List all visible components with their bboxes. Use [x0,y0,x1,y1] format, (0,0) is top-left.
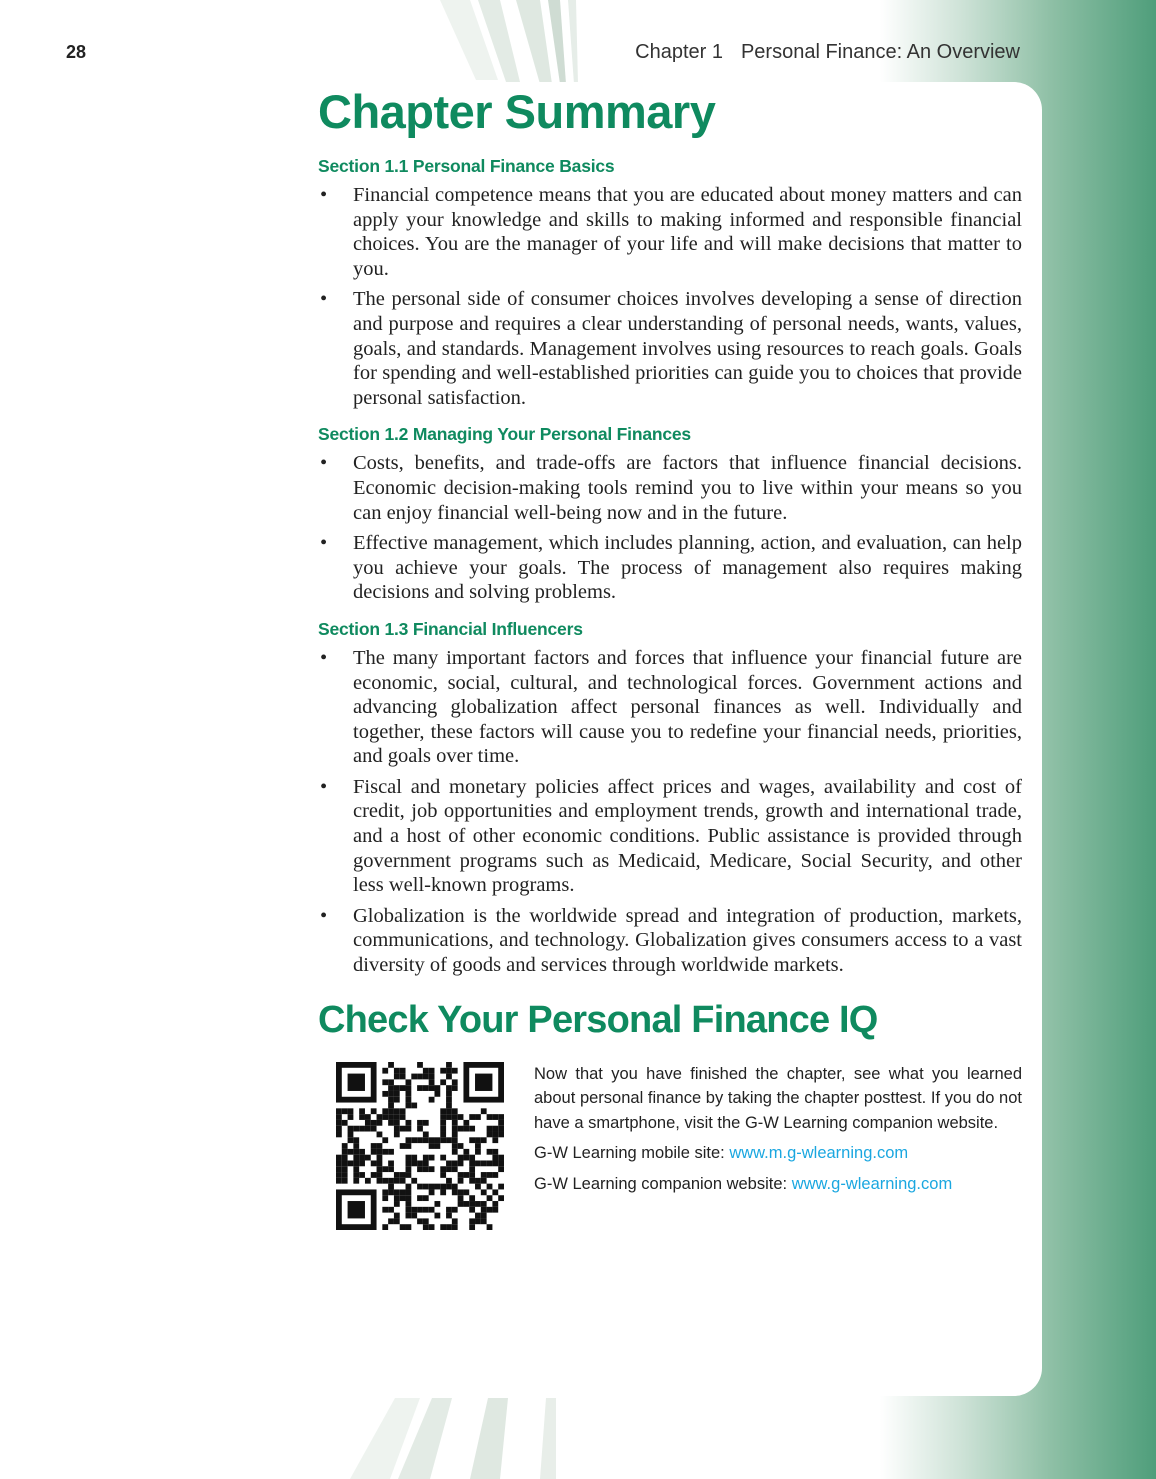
section-heading: Section 1.3 Financial Influencers [318,618,583,639]
bullet-list [318,646,1022,978]
mobile-site-label: G-W Learning mobile site: [534,1144,730,1163]
running-head [635,41,1020,64]
section-heading: Section 1.1 Personal Finance Basics [318,156,615,176]
mobile-site-line [534,1141,1022,1166]
iq-title: Check Your Personal Finance IQ [318,998,878,1041]
companion-site-label: G-W Learning companion website: [534,1174,792,1193]
companion-site-line [534,1172,1022,1197]
chapter-label: Chapter 1 [635,41,723,63]
iq-intro: Now that you have finished the chapter, see what you learned about personal finance by taking the chapter posttest. If you do not have a smartphone, visit the G-W Learning companion website. [534,1064,1022,1132]
iq-text [534,1062,1022,1203]
bullet-item: • The personal side of consumer choices involves developing a sense of direction and purpose and requires a clear understanding of personal needs, wants, values, goals, and standards. Management involves using resources to reach goals. Goals for spending and well-established priorities can guide you to choices that provide personal satisfaction. [318,287,1022,410]
bullet-item: • Globalization is the worldwide spread and integration of production, markets, communications, and technology. Globalization gives consumers access to a vast diversity of goods and services through worldwide markets. [318,904,1022,978]
bullet-item: • Financial competence means that you are educated about money matters and can apply your knowledge and skills to making informed and responsible financial choices. You are the manager of your life and will make decisions that matter to you. [318,183,1022,281]
main-content [318,80,1022,1230]
section-heading: Section 1.2 Managing Your Personal Finances [318,424,691,445]
companion-site-link[interactable]: www.g-wlearning.com [791,1174,953,1193]
page-number: 28 [66,42,87,62]
bullet-list [318,183,1022,410]
bullet-item: • Fiscal and monetary policies affect prices and wages, availability and cost of credit, job opportunities and employment trends, growth and international trade, and a host of other economic conditions. Public assistance is provided through government programs such as Medicaid, Medicare, Social Security, and other less well-known programs. [318,775,1022,898]
chapter-title: Personal Finance: An Overview [740,41,1020,63]
iq-block [318,1062,1022,1230]
bullet-list [318,451,1022,605]
bullet-item: • The many important factors and forces that influence your financial future are economic, social, cultural, and technological forces. Government actions and advancing globalization affect personal finances as well. Individually and together, these factors will cause you to redefine your financial needs, priorities, and goals over time. [318,646,1022,769]
mobile-site-link[interactable]: www.m.g-wlearning.com [729,1144,909,1163]
bullet-item: • Effective management, which includes planning, action, and evaluation, can help you achieve your goals. The process of management also requires making decisions and solving problems. [318,531,1022,605]
page-title: Chapter Summary [318,85,716,138]
qr-code-icon[interactable] [336,1062,504,1230]
bullet-item: • Costs, benefits, and trade-offs are factors that influence financial decisions. Economic decision-making tools remind you to live within your means so you can enjoy financial well-being now and in the future. [318,451,1022,525]
